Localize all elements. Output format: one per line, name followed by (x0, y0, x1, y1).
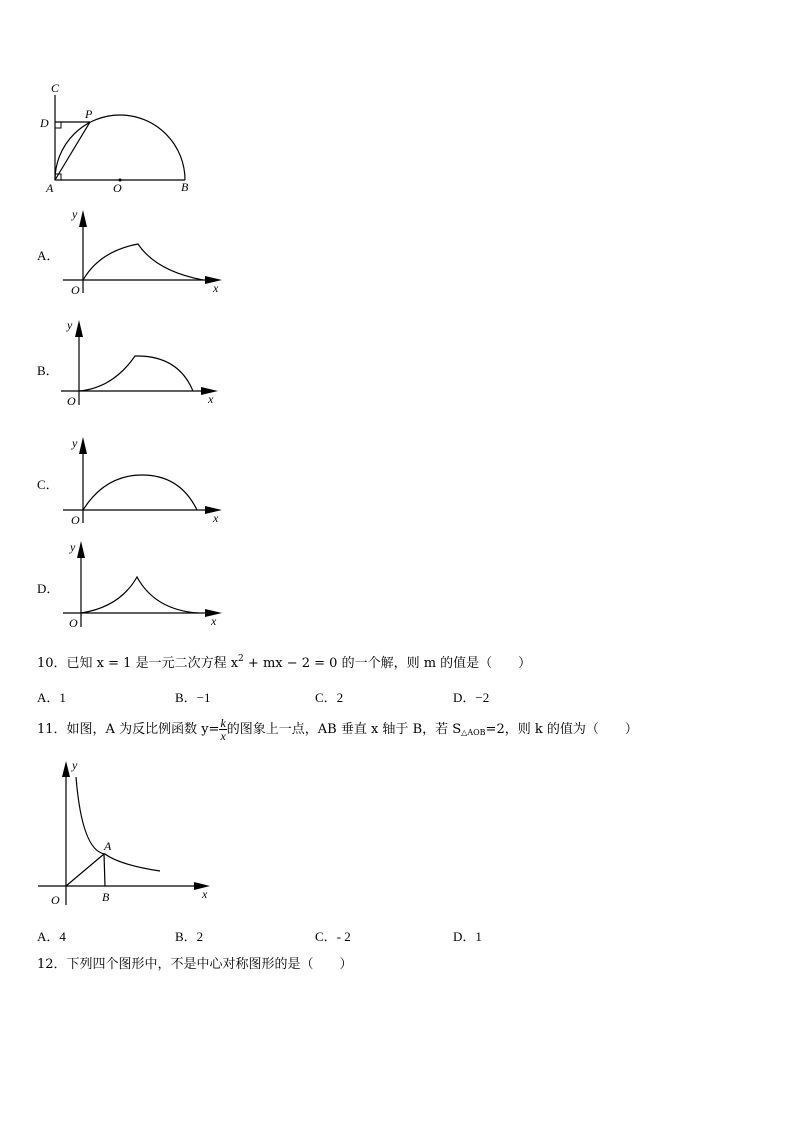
option-d-label: D． (37, 581, 60, 596)
axis-y-label: y (67, 318, 73, 332)
label-p: P (85, 107, 93, 121)
axis-y-label: y (70, 540, 76, 554)
option-b-label: B． (37, 363, 59, 378)
origin-label: O (71, 283, 80, 297)
label-o: O (51, 893, 60, 907)
option-a-label: A． (37, 248, 60, 263)
q11-choice-b: B．2 (175, 929, 204, 944)
question-11-stem (37, 712, 638, 751)
question-number: 12． (37, 957, 67, 972)
option-b-graph (58, 313, 228, 408)
fraction-denominator: x (220, 729, 226, 743)
curve (81, 577, 198, 613)
axis-x-label: x (211, 614, 217, 628)
option-a-graph (60, 203, 230, 298)
question-number: 10． (37, 656, 67, 671)
q10-choice-a: A．1 (37, 690, 66, 705)
question-text-part: 如图，A 为反比例函数 y= (66, 722, 220, 737)
question-text-part: 下列四个图形中，不是中心对称图形的是（ ） (66, 957, 353, 972)
y-axis-arrow (79, 210, 87, 227)
label-b: B (181, 180, 189, 194)
q11-choice-d: D．1 (453, 929, 482, 944)
fraction-k-over-x (219, 717, 226, 742)
q9-geometry-figure (38, 78, 208, 198)
question-text-part: 已知 x = 1 是一元二次方程 x (66, 656, 239, 671)
q10-choice-c: C．2 (315, 690, 344, 705)
right-angle-mark-d (55, 122, 61, 128)
curve (79, 356, 193, 391)
subscript-aob: △AOB (461, 728, 486, 737)
label-x: x (202, 887, 208, 901)
label-a: A (46, 181, 54, 195)
axis-y-label: y (72, 207, 78, 221)
label-c: C (51, 81, 60, 95)
segment-oa (66, 854, 104, 886)
option-c-label: C． (37, 477, 59, 492)
question-text-part: + mx − 2 = 0 的一个解，则 m 的值是（ ） (243, 656, 532, 671)
question-number: 11． (37, 722, 67, 737)
q11-choice-c: C．- 2 (315, 929, 351, 944)
y-axis-arrow (79, 437, 87, 454)
origin-label: O (71, 513, 80, 527)
q11-figure (30, 753, 220, 913)
q11-choice-a: A．4 (37, 929, 66, 944)
question-text-part: =2，则 k 的值为（ ） (485, 722, 638, 737)
segment-ap (55, 122, 90, 180)
y-axis-arrow (77, 541, 85, 558)
question-text-part: 的图象上一点，AB 垂直 x 轴于 B，若 S (226, 722, 462, 737)
axis-x-label: x (213, 281, 219, 295)
hyperbola-curve (76, 777, 160, 871)
y-axis-arrow (75, 320, 83, 337)
y-axis-arrow (62, 761, 70, 777)
q10-choice-b: B．−1 (175, 690, 211, 705)
axis-y-label: y (72, 436, 78, 450)
axis-x-label: x (213, 511, 219, 525)
option-c-graph (60, 433, 230, 528)
question-12-stem (37, 956, 353, 974)
label-d: D (40, 116, 49, 130)
q10-choice-d: D．−2 (453, 690, 490, 705)
fraction-numerator: k (220, 716, 226, 730)
origin-label: O (69, 616, 78, 630)
curve (83, 244, 203, 280)
exponent: 2 (238, 654, 244, 664)
label-a: A (104, 839, 112, 853)
curve (83, 475, 197, 510)
option-d-graph (60, 535, 230, 630)
axis-x-label: x (208, 392, 214, 406)
question-10-stem (37, 650, 531, 673)
label-b: B (102, 890, 110, 904)
label-o: O (113, 181, 122, 195)
segment-ab (104, 854, 105, 886)
origin-label: O (67, 394, 76, 408)
label-y: y (72, 758, 78, 772)
